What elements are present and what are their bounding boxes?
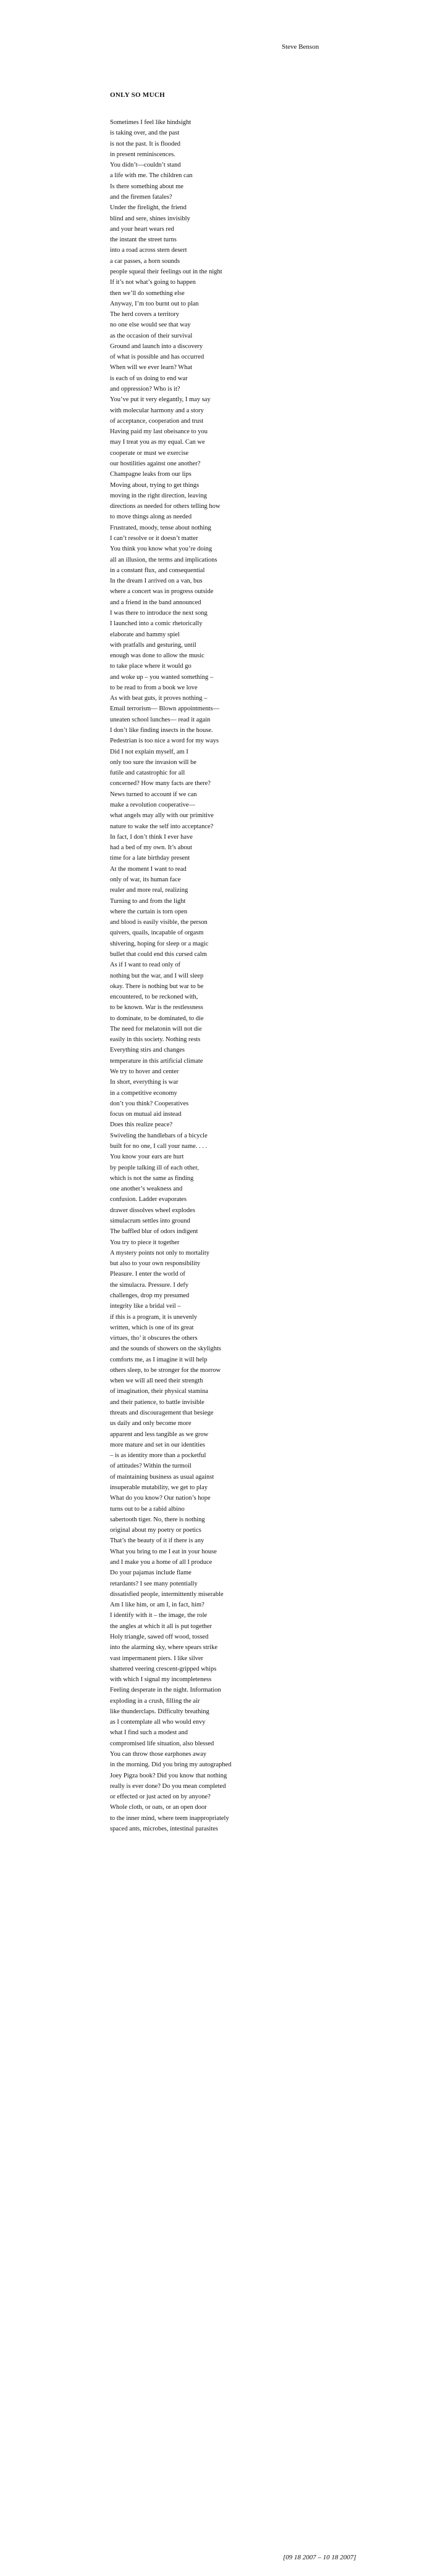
- poem-line: blind and sere, shines invisibly: [110, 215, 190, 222]
- poem-line: You’ve put it very elegantly, I may say: [110, 396, 211, 404]
- poem-line: encountered, to be reckoned with,: [110, 994, 198, 1001]
- poem-line: Did I not explain myself, am I: [110, 748, 188, 755]
- poem-line: The baffled blur of odors indigent: [110, 1228, 198, 1236]
- poem-line: what I find such a modest and: [110, 1729, 188, 1737]
- poem-line: others sleep, to be stronger for the morrow: [110, 1366, 221, 1374]
- poem-line: original about my poetry or poetics: [110, 1527, 201, 1534]
- poem-line: easily in this society. Nothing rests: [110, 1036, 201, 1044]
- poem-line: as the occasion of their survival: [110, 332, 193, 339]
- poem-line: is each of us doing to end war: [110, 375, 188, 382]
- poem-line: really is ever done? Do you mean completed: [110, 1782, 226, 1790]
- poem-line: and I make you a home of all I produce: [110, 1558, 212, 1566]
- poem-title: ONLY SO MUCH: [110, 91, 165, 99]
- poem-line: As if I want to read only of: [110, 962, 181, 969]
- poem-line: I launched into a comic rhetorically: [110, 620, 203, 628]
- poem-line: Pleasure. I enter the world of: [110, 1271, 185, 1278]
- poem-line: of maintaining business as usual against: [110, 1473, 214, 1481]
- poem-line: with which I signal my incompleteness: [110, 1676, 212, 1684]
- poem-line: is not the past. It is flooded: [110, 140, 181, 147]
- poem-line: When will we ever learn? What: [110, 364, 193, 372]
- poem-line: may I treat you as my equal. Can we: [110, 439, 205, 446]
- poem-line: apparent and less tangible as we grow: [110, 1431, 209, 1438]
- poem-line: What do you know? Our nation’s hope: [110, 1495, 211, 1502]
- poem-line: You think you know what you’re doing: [110, 546, 212, 553]
- poem-line: the simulacra. Pressure. I defy: [110, 1281, 189, 1289]
- poem-line: then we’ll do something else: [110, 289, 185, 297]
- poem-line: to the inner mind, where teem inappropriately: [110, 1814, 229, 1822]
- poem-line: only too sure the invasion will be: [110, 758, 196, 766]
- poem-line: Holy triangle, sawed off wood, tossed: [110, 1633, 209, 1640]
- poem-line: cooperate or must we exercise: [110, 449, 189, 457]
- poem-line: a car passes, a horn sounds: [110, 257, 180, 265]
- poem-line: Pedestrian is too nice a word for my ways: [110, 737, 219, 745]
- poem-line: You didn’t—couldn’t stand: [110, 162, 181, 169]
- poem-line: comforts me, as I imagine it will help: [110, 1356, 208, 1363]
- poem-line: retardants? I see many potentially: [110, 1580, 198, 1587]
- poem-line: We try to hover and center: [110, 1068, 179, 1076]
- poem-line: time for a late birthday present: [110, 855, 190, 862]
- poem-line: and your heart wears red: [110, 225, 174, 233]
- poem-line: of imagination, their physical stamina: [110, 1388, 208, 1395]
- poem-line: to be read to from a book we love: [110, 684, 198, 691]
- poem-line: vast impermanent piers. I like silver: [110, 1655, 204, 1662]
- poem-line: shivering, hoping for sleep or a magic: [110, 940, 209, 947]
- poem-line: and woke up – you wanted something –: [110, 673, 214, 681]
- poem-line: focus on mutual aid instead: [110, 1111, 182, 1118]
- poem-line: temperature in this artificial climate: [110, 1057, 203, 1065]
- poem-line: – is as identity more than a pocketful: [110, 1452, 206, 1460]
- poem-line: Feeling desperate in the night. Information: [110, 1687, 221, 1694]
- poem-line: to take place where it would go: [110, 663, 191, 670]
- poem-line: confusion. Ladder evaporates: [110, 1196, 187, 1203]
- poem-line: insuperable mutability, we get to play: [110, 1484, 208, 1491]
- poem-line: us daily and only become more: [110, 1420, 191, 1427]
- poem-line: but also to your own responsibility: [110, 1260, 201, 1268]
- poem-line: and the firemen fatales?: [110, 193, 172, 201]
- poem-line: make a revolution cooperative—: [110, 802, 195, 808]
- poem-line: Ground and launch into a discovery: [110, 343, 203, 350]
- composition-dates: [09 18 2007 – 10 18 2007]: [283, 2554, 356, 2561]
- poem-line: virtues, tho’ it obscures the others: [110, 1335, 198, 1342]
- poem-line: with pratfalls and gesturing, until: [110, 641, 196, 649]
- poem-line: You can throw those earphones away: [110, 1751, 207, 1758]
- poem-line: Under the firelight, the friend: [110, 204, 187, 212]
- poem-line: and blood is easily visible, the person: [110, 919, 208, 926]
- poem-line: quivers, quails, incapable of orgasm: [110, 929, 204, 937]
- poem-line: what angels may ally with our primitive: [110, 812, 214, 820]
- poem-line: into a road across stern desert: [110, 247, 187, 254]
- poem-line: futile and catastrophic for all: [110, 770, 185, 777]
- poem-line: turns out to be a rabid albino: [110, 1505, 185, 1513]
- poem-line: of attitudes? Within the turmoil: [110, 1463, 191, 1470]
- poem-line: Joey Pigza book? Did you know that nothing: [110, 1772, 227, 1779]
- poem-line: and their patience, to battle invisible: [110, 1398, 204, 1406]
- poem-line: our hostilities against one another?: [110, 460, 201, 467]
- poem-line: threats and discouragement that besiege: [110, 1410, 214, 1417]
- poem-line: At the moment I want to read: [110, 865, 187, 873]
- poem-line: What you bring to me I eat in your house: [110, 1548, 217, 1555]
- poem-line: sabertooth tiger. No, there is nothing: [110, 1516, 205, 1523]
- poem-line: into the alarming sky, where spears strike: [110, 1644, 217, 1652]
- poem-line: News turned to account if we can: [110, 791, 197, 798]
- poem-line: Frustrated, moody, tense about nothing: [110, 524, 211, 531]
- poem-line: In short, everything is war: [110, 1079, 179, 1086]
- poem-line: You know your ears are hurt: [110, 1153, 184, 1161]
- poem-line: to dominate, to be dominated, to die: [110, 1015, 204, 1022]
- poem-line: the angles at which it all is put together: [110, 1622, 212, 1630]
- poem-line: Email terrorism— Blown appointments—: [110, 705, 220, 713]
- poem-line: more mature and set in our identities: [110, 1441, 205, 1448]
- poem-line: enough was done to allow the music: [110, 652, 204, 660]
- poem-line: where a concert was in progress outside: [110, 588, 214, 596]
- poem-line: simulacrum settles into ground: [110, 1217, 190, 1224]
- poem-line: built for no one, I call your name. . . .: [110, 1143, 208, 1150]
- poem-line: and oppression? Who is it?: [110, 386, 180, 393]
- poem-line: with molecular harmony and a story: [110, 407, 204, 414]
- poem-line: bullet that could end this cursed calm: [110, 950, 207, 958]
- poem-line: of acceptance, cooperation and trust: [110, 417, 204, 425]
- poem-line: If it’s not what’s going to happen: [110, 279, 196, 286]
- poem-line: don’t you think? Cooperatives: [110, 1100, 189, 1107]
- poem-line: Whole cloth, or oats, or an open door: [110, 1804, 207, 1811]
- poem-line: That’s the beauty of it if there is any: [110, 1537, 204, 1545]
- poem-line: by people talking ill of each other,: [110, 1164, 199, 1171]
- poem-line: Champagne leaks from our lips: [110, 471, 191, 478]
- poem-line: The herd covers a territory: [110, 311, 179, 318]
- poem-line: elaborate and hammy spiel: [110, 631, 180, 638]
- poem-line: when we will all need their strength: [110, 1377, 203, 1385]
- poem-line: Sometimes I feel like hindsight: [110, 119, 191, 126]
- poem-line: A mystery points not only to mortality: [110, 1249, 209, 1257]
- poem-line: integrity like a bridal veil –: [110, 1303, 181, 1310]
- poem-line: concerned? How many facts are there?: [110, 780, 211, 787]
- poem-line: had a bed of my own. It’s about: [110, 844, 192, 852]
- poem-line: shattered veering crescent-gripped whips: [110, 1665, 217, 1672]
- poem-line: exploding in a crush, filling the air: [110, 1697, 200, 1705]
- poem-line: Am I like him, or am I, in fact, him?: [110, 1602, 204, 1609]
- poem-line: okay. There is nothing but war to be: [110, 983, 204, 990]
- poem-line: I don’t like finding insects in the house.: [110, 727, 213, 734]
- poem-line: I can’t resolve or it doesn’t matter: [110, 534, 198, 542]
- poem-line: Anyway, I’m too burnt out to plan: [110, 300, 199, 307]
- poem-line: is taking over, and the past: [110, 130, 180, 137]
- poem-line: one another’s weakness and: [110, 1186, 183, 1193]
- poem-line: As with beat guts, it proves nothing –: [110, 695, 208, 702]
- poem-line: Swiveling the handlebars of a bicycle: [110, 1132, 208, 1139]
- poem-line: no one else would see that way: [110, 322, 191, 329]
- poem-line: in present reminiscences.: [110, 151, 175, 158]
- poem-line: only of war, its human face: [110, 876, 181, 883]
- poem-line: nature to wake the self into acceptance?: [110, 823, 214, 830]
- poem-line: Is there something about me: [110, 183, 183, 190]
- poem-line: In fact, I don’t think I ever have: [110, 833, 193, 841]
- poem-line: Do your pajamas include flame: [110, 1569, 191, 1577]
- poem-line: uneaten school lunches— read it again: [110, 716, 211, 723]
- poem-line: which is not the same as finding: [110, 1174, 194, 1182]
- poem-line: and a friend in the band announced: [110, 599, 201, 606]
- poem-line: In the dream I arrived on a van, bus: [110, 578, 203, 585]
- poem-line: people squeal their feelings out in the night: [110, 268, 222, 275]
- poem-line: where the curtain is torn open: [110, 908, 188, 915]
- poem-line: The need for melatonin will not die: [110, 1025, 202, 1032]
- poem-line: Moving about, trying to get things: [110, 481, 200, 489]
- poem-line: nothing but the war, and I will sleep: [110, 972, 204, 979]
- poem-line: the instant the street turns: [110, 236, 177, 244]
- poem-line: to be known. War is the restlessness: [110, 1004, 203, 1012]
- poem-line: and the sounds of showers on the skylights: [110, 1345, 221, 1353]
- poem-line: I was there to introduce the next song: [110, 609, 208, 617]
- poem-line: of what is possible and has occurred: [110, 354, 204, 361]
- poem-line: Everything stirs and changes: [110, 1047, 185, 1054]
- poem-line: as I contemplate all who would envy: [110, 1719, 206, 1726]
- poem-line: in a competitive economy: [110, 1089, 177, 1097]
- poem-line: realer and more real, realizing: [110, 887, 188, 894]
- poem-body: [110, 117, 332, 1834]
- poem-line: Does this realize peace?: [110, 1121, 173, 1129]
- poem-line: compromised life situation, also blessed: [110, 1740, 214, 1747]
- poem-line: to move things along as needed: [110, 513, 192, 521]
- poem-line: Turning to and from the light: [110, 897, 186, 905]
- poem-line: directions as needed for others telling how: [110, 503, 221, 510]
- poem-line: Having paid my last obeisance to you: [110, 428, 208, 436]
- poem-line: moving in the right direction, leaving: [110, 492, 207, 499]
- poem-line: written, which is one of its great: [110, 1324, 194, 1331]
- poem-line: in a constant flux, and consequential: [110, 567, 205, 574]
- poem-line: I identify with it – the image, the role: [110, 1612, 208, 1619]
- poem-line: challenges, drop my presumed: [110, 1292, 190, 1299]
- poem-line: like thunderclaps. Difficulty breathing: [110, 1708, 209, 1715]
- poem-line: or effected or just acted on by anyone?: [110, 1793, 211, 1801]
- poem-line: You try to piece it together: [110, 1239, 180, 1246]
- poem-line: in the morning. Did you bring my autographed: [110, 1761, 232, 1769]
- poem-line: if this is a program, it is unevenly: [110, 1313, 198, 1321]
- poem-line: drawer dissolves wheel explodes: [110, 1207, 195, 1214]
- poem-line: dissatisfied people, intermittently miserable: [110, 1590, 224, 1598]
- poem-line: a life with me. The children can: [110, 172, 193, 180]
- poem-line: spaced ants, microbes, intestinal parasites: [110, 1826, 218, 1832]
- poem-line: all an illusion, the terms and implications: [110, 556, 217, 563]
- author-name: Steve Benson: [282, 43, 319, 51]
